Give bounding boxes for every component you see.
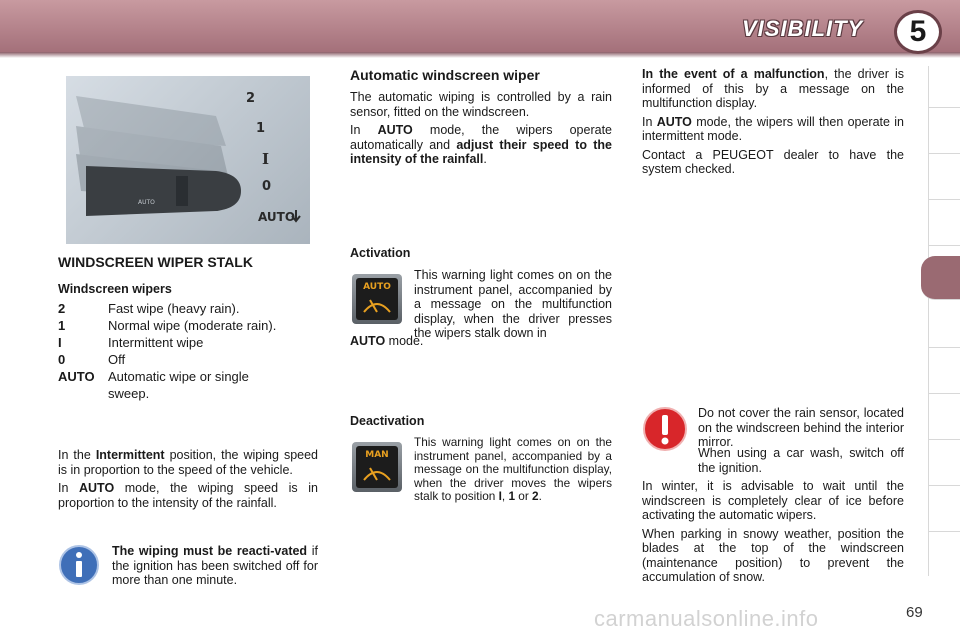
activation-text-end: AUTO mode. <box>350 334 424 348</box>
windscreen-wipers-subheading: Windscreen wipers <box>58 282 172 296</box>
header-shadow <box>0 52 960 58</box>
side-tab[interactable] <box>929 444 960 486</box>
activation-heading: Activation <box>350 246 411 260</box>
position-description: Automatic wipe or single sweep. <box>108 369 249 401</box>
info-note <box>112 544 318 588</box>
side-tab[interactable] <box>929 158 960 200</box>
rain-sensor-warning: Do not cover the rain sensor, located on the windscreen behind the interior mirror. <box>698 406 904 449</box>
position-auto-label: AUTO <box>258 210 296 224</box>
warning-notes <box>642 446 904 589</box>
position-description: Off <box>108 352 126 367</box>
malfunction-text: In the event of a malfunction, the driver is informed of this by a message on the multifunction display. <box>642 67 904 110</box>
position-key: I <box>58 335 62 350</box>
winter-note: In winter, it is advisable to wait until the windscreen is completely clear of ice before activating the automatic wipers. <box>642 479 904 522</box>
side-tab-active[interactable] <box>921 256 960 300</box>
man-warning-light-icon <box>352 442 402 492</box>
wiper-stalk-heading: WINDSCREEN WIPER STALK <box>58 254 253 270</box>
position-key: 1 <box>58 318 66 333</box>
page-number: 69 <box>906 604 923 621</box>
auto-speed-text: In AUTO mode, the wiping speed is in proportion to the intensity of the rainfall. <box>58 481 318 510</box>
watermark: carmanualsonline.info <box>594 606 819 631</box>
side-tab[interactable] <box>929 112 960 154</box>
car-wash-note: When using a car wash, switch off the ignition. <box>698 446 904 475</box>
malfunction-section <box>642 67 904 181</box>
list-item <box>58 317 318 334</box>
position-key: AUTO <box>58 369 95 384</box>
position-description: Intermittent wipe <box>108 335 204 350</box>
svg-text:AUTO: AUTO <box>138 199 155 206</box>
auto-wiper-description <box>350 90 612 171</box>
position-key: 2 <box>58 301 66 316</box>
intermittent-text: In the Intermittent position, the wiping speed is in proportion to the speed of the vehicle. <box>58 448 318 477</box>
position-intermittent-label: I <box>262 150 270 168</box>
info-note-bold: The wiping must be reacti-vated <box>112 544 308 558</box>
chapter-title: VISIBILITY <box>742 16 864 41</box>
list-item <box>58 334 318 351</box>
list-item <box>58 351 318 368</box>
list-item <box>58 368 318 402</box>
wiper-stalk-illustration <box>66 76 310 244</box>
chapter-number-badge: 5 <box>894 10 942 54</box>
auto-mode-text: In AUTO mode, the wipers operate automatically and adjust their speed to the intensity of the rainfall. <box>350 123 612 166</box>
position-2-label: 2 <box>246 91 256 106</box>
info-icon <box>58 544 100 586</box>
auto-warning-label: AUTO <box>363 282 391 292</box>
rain-sensor-text: The automatic wiping is controlled by a rain sensor, fitted on the windscreen. <box>350 90 612 119</box>
man-warning-label: MAN <box>365 450 389 460</box>
side-tab[interactable] <box>929 398 960 440</box>
deactivation-text: This warning light comes on on the instrument panel, accompanied by a message on the multifunction display, when the driver moves the wipers stalk to position I, 1 or 2. <box>414 435 612 503</box>
wiper-position-list <box>58 300 318 402</box>
position-key: 0 <box>58 352 66 367</box>
side-tab[interactable] <box>929 204 960 246</box>
side-tab[interactable] <box>929 490 960 532</box>
info-note-text: if the ignition has been switched off for more than one minute. <box>112 544 318 587</box>
chapter-side-tabs <box>928 66 960 576</box>
activation-text: This warning light comes on on the instrument panel, accompanied by a message on the multifunction display, when the driver presses the wipers stalk down in <box>414 268 612 340</box>
position-description: Normal wipe (moderate rain). <box>108 318 277 333</box>
list-item <box>58 300 318 317</box>
wiper-symbol-icon <box>356 446 398 488</box>
dealer-contact-text: Contact a PEUGEOT dealer to have the system checked. <box>642 147 904 176</box>
intermittent-paragraph <box>58 448 318 514</box>
side-tab[interactable] <box>929 352 960 394</box>
side-tab[interactable] <box>929 66 960 108</box>
wiper-stalk-drawing <box>66 76 310 244</box>
snow-parking-note: When parking in snowy weather, position the blades at the top of the windscreen (maintenance position) to prevent the accumulation of snow. <box>642 526 904 584</box>
auto-wiper-heading: Automatic windscreen wiper <box>350 67 540 83</box>
position-0-label: 0 <box>262 179 272 194</box>
deactivation-heading: Deactivation <box>350 414 425 428</box>
malfunction-auto-text: In AUTO mode, the wipers will then operate in intermittent mode. <box>642 114 904 143</box>
position-description: Fast wipe (heavy rain). <box>108 301 240 316</box>
position-1-label: 1 <box>256 121 266 136</box>
side-tab[interactable] <box>929 306 960 348</box>
